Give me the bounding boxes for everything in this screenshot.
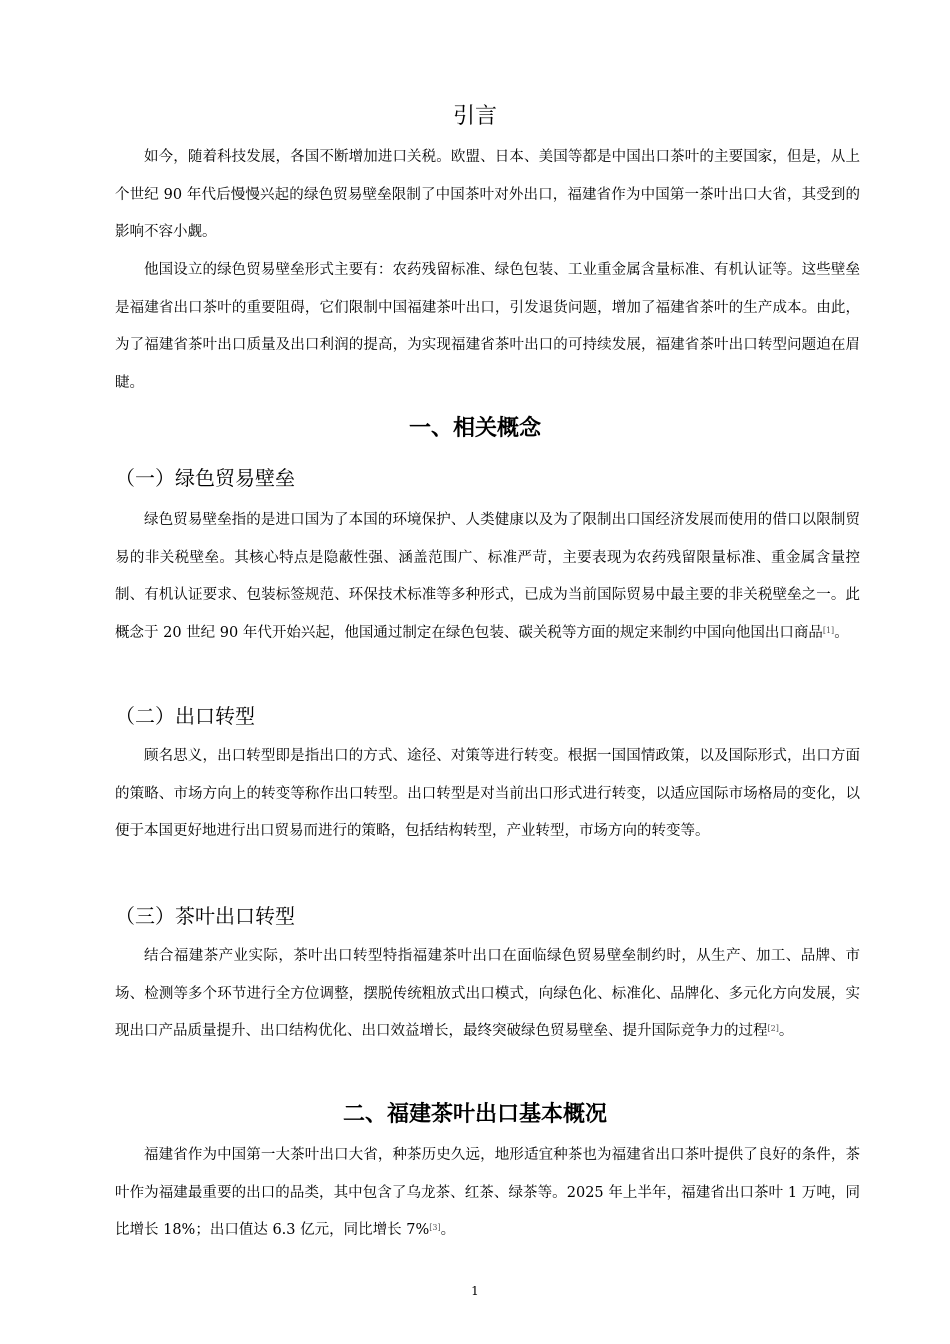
section1-sub1-title: （一）绿色贸易壁垒	[115, 466, 295, 490]
section1-sub1-paragraph: 绿色贸易壁垒指的是进口国为了本国的环境保护、人类健康以及为了限制出口国经济发展而使用的借口以限制贸易的非关税壁垒。其核心特点是隐蔽性强、涵盖范围广、标准严苛，主要表现为农药残留限量标准、重金属含量控制、有机认证要求、包装标签规范、环保技术标准等多种形式，已成为当前国际贸易中最主要的非关税壁垒之一。此概念于 20 世纪 90 年代开始兴起，他国通过制定在绿色包装、碳关税等方面的规定来制约中国向他国出口商品[1]。	[115, 512, 860, 641]
section1-sub2-title: （二）出口转型	[115, 704, 255, 728]
intro-title: 引言	[452, 104, 497, 129]
citation-1[interactable]: [1]	[822, 625, 835, 635]
page-number: 1	[471, 1284, 479, 1298]
citation-3[interactable]: [3]	[429, 1223, 441, 1232]
intro-paragraph-2: 他国设立的绿色贸易壁垒形式主要有：农药残留标准、绿色包装、工业重金属含量标准、有机认证等。这些壁垒是福建省出口茶叶的重要阻碍，它们限制中国福建茶叶出口，引发退货问题，增加了福建省茶叶的生产成本。由此，为了福建省茶叶出口质量及出口利润的提高，为实现福建省茶叶出口的可持续发展，福建省茶叶出口转型问题迫在眉睫。	[115, 262, 860, 391]
section1-sub3-paragraph: 结合福建茶产业实际，茶叶出口转型特指福建茶叶出口在面临绿色贸易壁垒制约时，从生产、加工、品牌、市场、检测等多个环节进行全方位调整，摆脱传统粗放式出口模式，向绿色化、标准化、品牌化、多元化方向发展，实现出口产品质量提升、出口结构优化、出口效益增长，最终突破绿色贸易壁垒、提升国际竞争力的过程[2]。	[115, 948, 860, 1039]
intro-paragraph-1: 如今，随着科技发展，各国不断增加进口关税。欧盟、日本、美国等都是中国出口茶叶的主要国家，但是，从上个世纪 90 年代后慢慢兴起的绿色贸易壁垒限制了中国茶叶对外出口，福建省作为中国第一茶叶出口大省，其受到的影响不容小觑。	[115, 149, 860, 240]
citation-2[interactable]: [2]	[767, 1024, 779, 1033]
section1-title: 一、相关概念	[408, 416, 541, 441]
section1-sub2-paragraph: 顾名思义，出口转型即是指出口的方式、途径、对策等进行转变。根据一国国情政策，以及国际形式，出口方面的策略、市场方向上的转变等称作出口转型。出口转型是对当前出口形式进行转变，以适应国际市场格局的变化，以便于本国更好地进行出口贸易而进行的策略，包括结构转型，产业转型，市场方向的转变等。	[115, 748, 860, 839]
section2-paragraph: 福建省作为中国第一大茶叶出口大省，种茶历史久远，地形适宜种茶也为福建省出口茶叶提供了良好的条件，茶叶作为福建最重要的出口的品类，其中包含了乌龙茶、红茶、绿茶等。2025 年上半年，福建省出口茶叶 1 万吨，同比增长 18%；出口值达 6.3 亿元，同比增长 7%[3]。	[115, 1147, 860, 1238]
section2-title: 二、福建茶叶出口基本概况	[342, 1102, 607, 1127]
section1-sub3-title: （三）茶叶出口转型	[115, 904, 295, 928]
